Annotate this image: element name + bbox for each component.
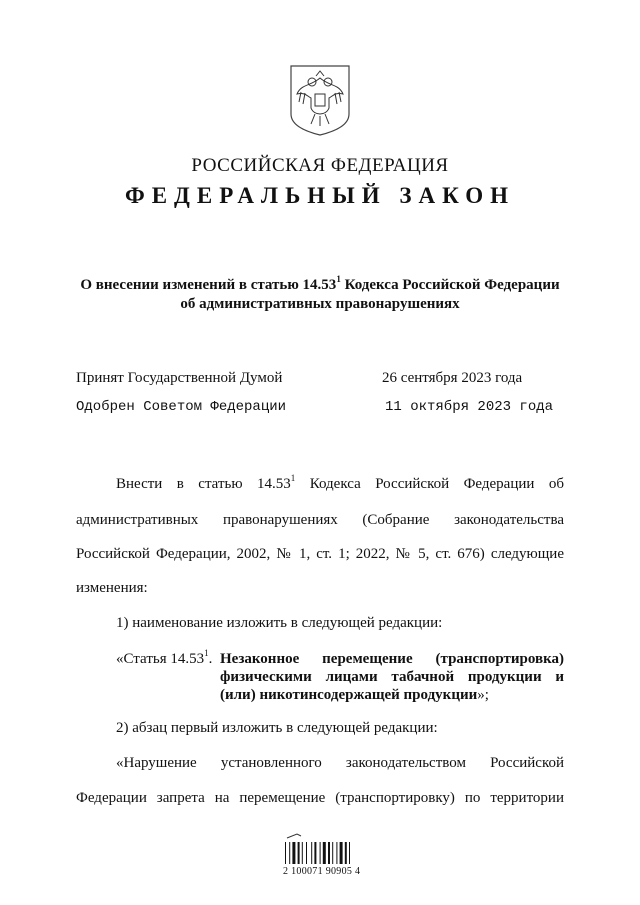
- barcode-bar: [320, 842, 321, 864]
- adopted-duma-label: Принят Государственной Думой: [76, 370, 283, 386]
- barcode-bar: [340, 842, 343, 864]
- barcode-bar: [298, 842, 300, 864]
- barcode-bar: [302, 842, 303, 864]
- barcode-bar: [314, 842, 316, 864]
- barcode-number: 2 100071 90905 4: [283, 866, 361, 877]
- barcode-bar: [306, 842, 307, 864]
- barcode-bar: [349, 842, 350, 864]
- barcode-bar: [332, 842, 333, 864]
- body-paragraph-2-line-2: Федерации запрета на перемещение (транспортировку) по территории: [76, 790, 564, 806]
- barcode-bar: [292, 842, 295, 864]
- adopted-duma-date: 26 сентября 2023 года: [382, 370, 523, 386]
- body-paragraph-1-line-1: Внести в статью 14.53$^1$ Кодекса Российской Федерации об: [116, 473, 564, 492]
- law-type-heading: ФЕДЕРАЛЬНЫЙ ЗАКОН: [124, 183, 516, 208]
- barcode-bar: [311, 842, 312, 864]
- article-heading-text: [220, 650, 564, 704]
- barcode-bar: [328, 842, 330, 864]
- barcode-bar: [336, 842, 337, 864]
- barcode-bar: [345, 842, 347, 864]
- law-title-line-2: об административных правонарушениях: [180, 296, 460, 312]
- coat-of-arms-emblem: [287, 62, 353, 138]
- approved-council-date: 11 октября 2023 года: [385, 399, 554, 415]
- body-paragraph-1-line-4: изменения:: [76, 580, 148, 596]
- barcode-bar: [289, 842, 290, 864]
- amendment-item-2: 2) абзац первый изложить в следующей редакции:: [116, 720, 438, 736]
- article-heading-line-1: Незаконное перемещение (транспортировка): [220, 651, 564, 667]
- article-number-label: «Статья 14.53$^1$.: [116, 648, 213, 667]
- barcode-bar: [285, 842, 286, 864]
- barcode-bar: [323, 842, 326, 864]
- body-paragraph-1-line-2: административных правонарушениях (Собрание законодательства: [76, 512, 564, 528]
- article-heading-line-3: (или) никотинсодержащей продукции»;: [220, 687, 489, 703]
- law-title-line-1: О внесении изменений в статью 14.53$^1$ Кодекса Российской Федерации: [80, 274, 560, 293]
- article-heading-line-2: физическими лицами табачной продукции и: [220, 669, 564, 685]
- body-paragraph-2-line-1: «Нарушение установленного законодательством Российской: [116, 755, 564, 771]
- amendment-item-1: 1) наименование изложить в следующей редакции:: [116, 615, 443, 631]
- law-title: [60, 276, 580, 314]
- approved-council-label: Одобрен Советом Федерации: [76, 399, 287, 415]
- body-paragraph-1-line-3: Российской Федерации, 2002, № 1, ст. 1; 2022, № 5, ст. 676) следующие: [76, 546, 564, 562]
- country-heading: РОССИЙСКАЯ ФЕДЕРАЦИЯ: [191, 155, 449, 176]
